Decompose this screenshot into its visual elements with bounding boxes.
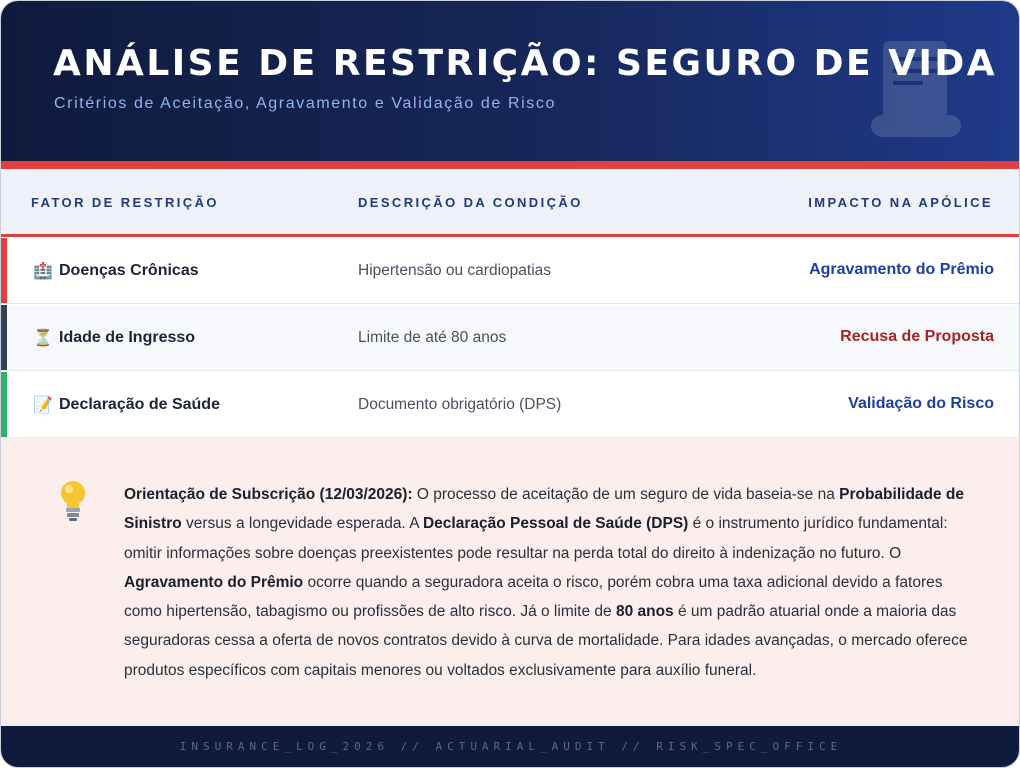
underwriting-note [1,438,1020,726]
row-accent-bar [1,305,7,370]
note-segment: Agravamento do Prêmio [124,573,304,591]
note-segment: é o instrumento jurídico fundamental: omitir informações sobre doenças preexistentes pode resultar na perda total do direito à indenização no futuro. O [124,515,948,562]
footer-bar [1,726,1020,768]
note-segment: Orientação de Subscrição (12/03/2026): [124,486,413,503]
table-row [1,238,1020,304]
description-cell: Limite de até 80 anos [358,329,507,346]
factor-label: Idade de Ingresso [59,328,196,346]
memo-icon: 📝 [33,395,53,414]
table-row [1,305,1020,371]
footer-text: INSURANCE_LOG_2026 // ACTUARIAL_AUDIT // RISK_SPEC_OFFICE [179,740,843,753]
description-cell: Documento obrigatório (DPS) [358,396,562,413]
note-segment: 80 anos [615,603,674,621]
factor-label: Declaração de Saúde [59,395,220,413]
page-subtitle: Critérios de Aceitação, Agravamento e Validação de Risco [54,95,556,112]
column-header-factor: FATOR DE RESTRIÇÃO [31,195,219,210]
description-cell: Hipertensão ou cardiopatias [358,262,552,279]
note-segment: Probabilidade de Sinistro [124,486,965,533]
page-title: ANÁLISE DE RESTRIÇÃO: SEGURO DE VIDA [53,43,998,84]
column-header-description: DESCRIÇÃO DA CONDIÇÃO [358,195,583,210]
header-banner [1,1,1020,163]
note-segment: versus a longevidade esperada. A [181,515,423,533]
lightbulb-icon [55,478,91,522]
impact-cell: Validação do Risco [848,395,994,412]
hospital-icon: 🏥 [33,261,53,280]
hourglass-icon: ⏳ [33,328,53,347]
note-segment: ocorre quando a seguradora aceita o risco, porém cobra uma taxa adicional devido a fatores como hipertensão, tabagismo ou profissões de alto risco. Já o limite de [124,573,943,621]
table-header [1,169,1020,237]
impact-cell: Recusa de Proposta [840,328,994,345]
note-text [124,480,974,685]
column-header-impact: IMPACTO NA APÓLICE [808,195,993,210]
note-segment: Declaração Pessoal de Saúde (DPS) [422,515,689,533]
factor-label: Doenças Crônicas [59,261,199,279]
note-segment: é um padrão atuarial onde a maioria das seguradoras cessa a oferta de novos contratos devido à curva de mortalidade. Para idades avançadas, o mercado oferece produtos específicos com capitais menores ou voltados exclusivamente para auxílio funeral. [124,603,968,679]
note-segment: O processo de aceitação de um seguro de vida baseia-se na [412,486,840,503]
row-accent-bar [1,238,7,303]
header-divider [1,161,1020,169]
table-row [1,372,1020,438]
impact-cell: Agravamento do Prêmio [809,261,994,278]
row-accent-bar [1,372,7,437]
